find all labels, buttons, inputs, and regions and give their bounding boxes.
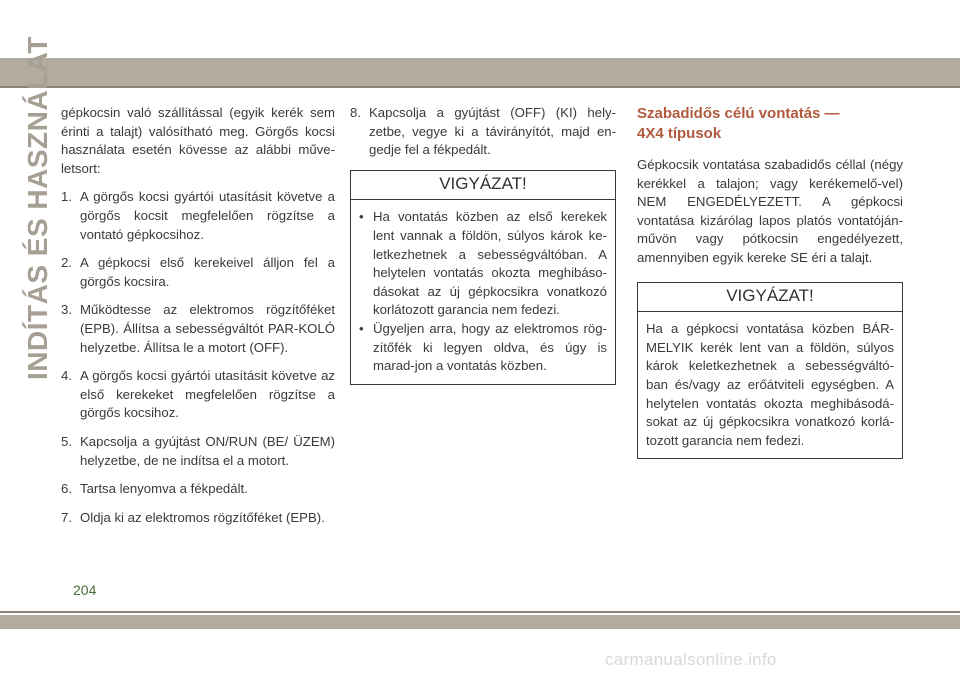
step-text: Működtesse az elektromos rögzítőféket (EPB). Állítsa a sebességváltót PAR-KOLÓ helyzetbe. Állítsa le a motort (OFF).: [80, 302, 335, 355]
step-number: 7.: [61, 509, 72, 525]
list-item: [350, 104, 616, 160]
warning-text: Ha a gépkocsi vontatása közben BÁR-MELYIK kerék lent van a földön, súlyos károk keletkezhetnek a sebességváltó-ban és/vagy az erőátviteli egységben. A helytelen vontatás okozta meghibásodá-sokat az új gépkocsikra vonatkozó korlá-tozott garancia nem fedezi.: [646, 321, 894, 448]
list-item: [359, 320, 607, 376]
bullet-icon: •: [359, 320, 364, 336]
step-text: A görgős kocsi gyártói utasításit követve az első kerekeket megfelelően rögzítse a görgős kocsihoz.: [80, 368, 335, 421]
bullet-icon: •: [359, 209, 364, 225]
steps-list: [61, 188, 335, 527]
page-number: 204: [73, 582, 97, 598]
step-number: 5.: [61, 433, 72, 449]
list-item: [359, 208, 607, 320]
warning-box: [350, 170, 616, 385]
heading-line: Szabadidős célú vontatás —: [637, 105, 840, 122]
body-paragraph: Gépkocsik vontatása szabadidős céllal (négy kerékkel a talajon; vagy kerékemelő-vel) NEM ENGEDÉLYEZETT. A gépkocsi vontatása kizárólag lapos platós vontatóján-művön vagy pótkocsin engedélyezett, amennyiben egyik kereke SE éri a talajt.: [637, 157, 903, 265]
column-1: [61, 104, 335, 537]
list-item: [61, 480, 335, 499]
step-number: 1.: [61, 189, 72, 205]
section-heading: [637, 104, 903, 144]
list-item: [61, 433, 335, 470]
step-text: Kapcsolja a gyújtást (OFF) (KI) hely-zetbe, vegye ki a távirányítót, majd en-gedje fel a fékpedált.: [369, 105, 616, 158]
top-margin: [0, 0, 960, 58]
list-item: [61, 301, 335, 357]
list-item: [61, 254, 335, 291]
warning-bullets: [359, 208, 607, 375]
steps-list-continued: [350, 104, 616, 160]
list-item: [61, 367, 335, 423]
step-number: 3.: [61, 302, 72, 318]
intro-paragraph: gépkocsin való szállítással (egyik kerék sem érinti a talajt) valósítható meg. Görgős kocsi használata esetén kövesse az alábbi műve-letsort:: [61, 105, 335, 176]
step-text: Kapcsolja a gyújtást ON/RUN (BE/ ÜZEM) helyzetbe, de ne indítsa el a motort.: [80, 433, 335, 468]
step-text: Tartsa lenyomva a fékpedált.: [80, 481, 248, 497]
header-bar: [0, 58, 960, 86]
header-rule: [0, 86, 960, 88]
list-item: [61, 509, 335, 528]
step-text: A gépkocsi első kerekeivel álljon fel a görgős kocsira.: [80, 255, 335, 289]
step-text: A görgős kocsi gyártói utasításit követve a görgős kocsit megfelelően rögzítse a vontató gépkocsihoz.: [80, 189, 335, 242]
column-3: [637, 104, 903, 459]
list-item: [61, 188, 335, 244]
column-2: [350, 104, 616, 385]
step-text: Oldja ki az elektromos rögzítőféket (EPB).: [80, 509, 325, 525]
bullet-text: Ha vontatás közben az első kerekek lent vannak a földön, súlyos károk ke-letkezhetnek a sebességváltóban. A helytelen vontatás okozta meghibáso-dásokat az új gépkocsikra vonatkozó korlátozott garancia nem fedezi.: [373, 209, 607, 318]
bullet-text: Ügyeljen arra, hogy az elektromos rög-zítőfék ki legyen oldva, és úgy is marad-jon a vontatás közben.: [373, 320, 607, 374]
step-number: 2.: [61, 255, 72, 271]
step-number: 8.: [350, 105, 361, 120]
step-number: 6.: [61, 481, 72, 497]
heading-line: 4X4 típusok: [637, 125, 722, 142]
warning-box: [637, 282, 903, 460]
warning-title: VIGYÁZAT!: [638, 283, 902, 313]
warning-body: [351, 200, 615, 383]
watermark: carmanualsonline.info: [605, 650, 777, 669]
warning-title: VIGYÁZAT!: [351, 171, 615, 201]
section-side-title: INDÍTÁS ÉS HASZNÁLAT: [22, 36, 53, 380]
footer-bar: [0, 615, 960, 629]
step-number: 4.: [61, 368, 72, 384]
footer-rule: [0, 611, 960, 613]
